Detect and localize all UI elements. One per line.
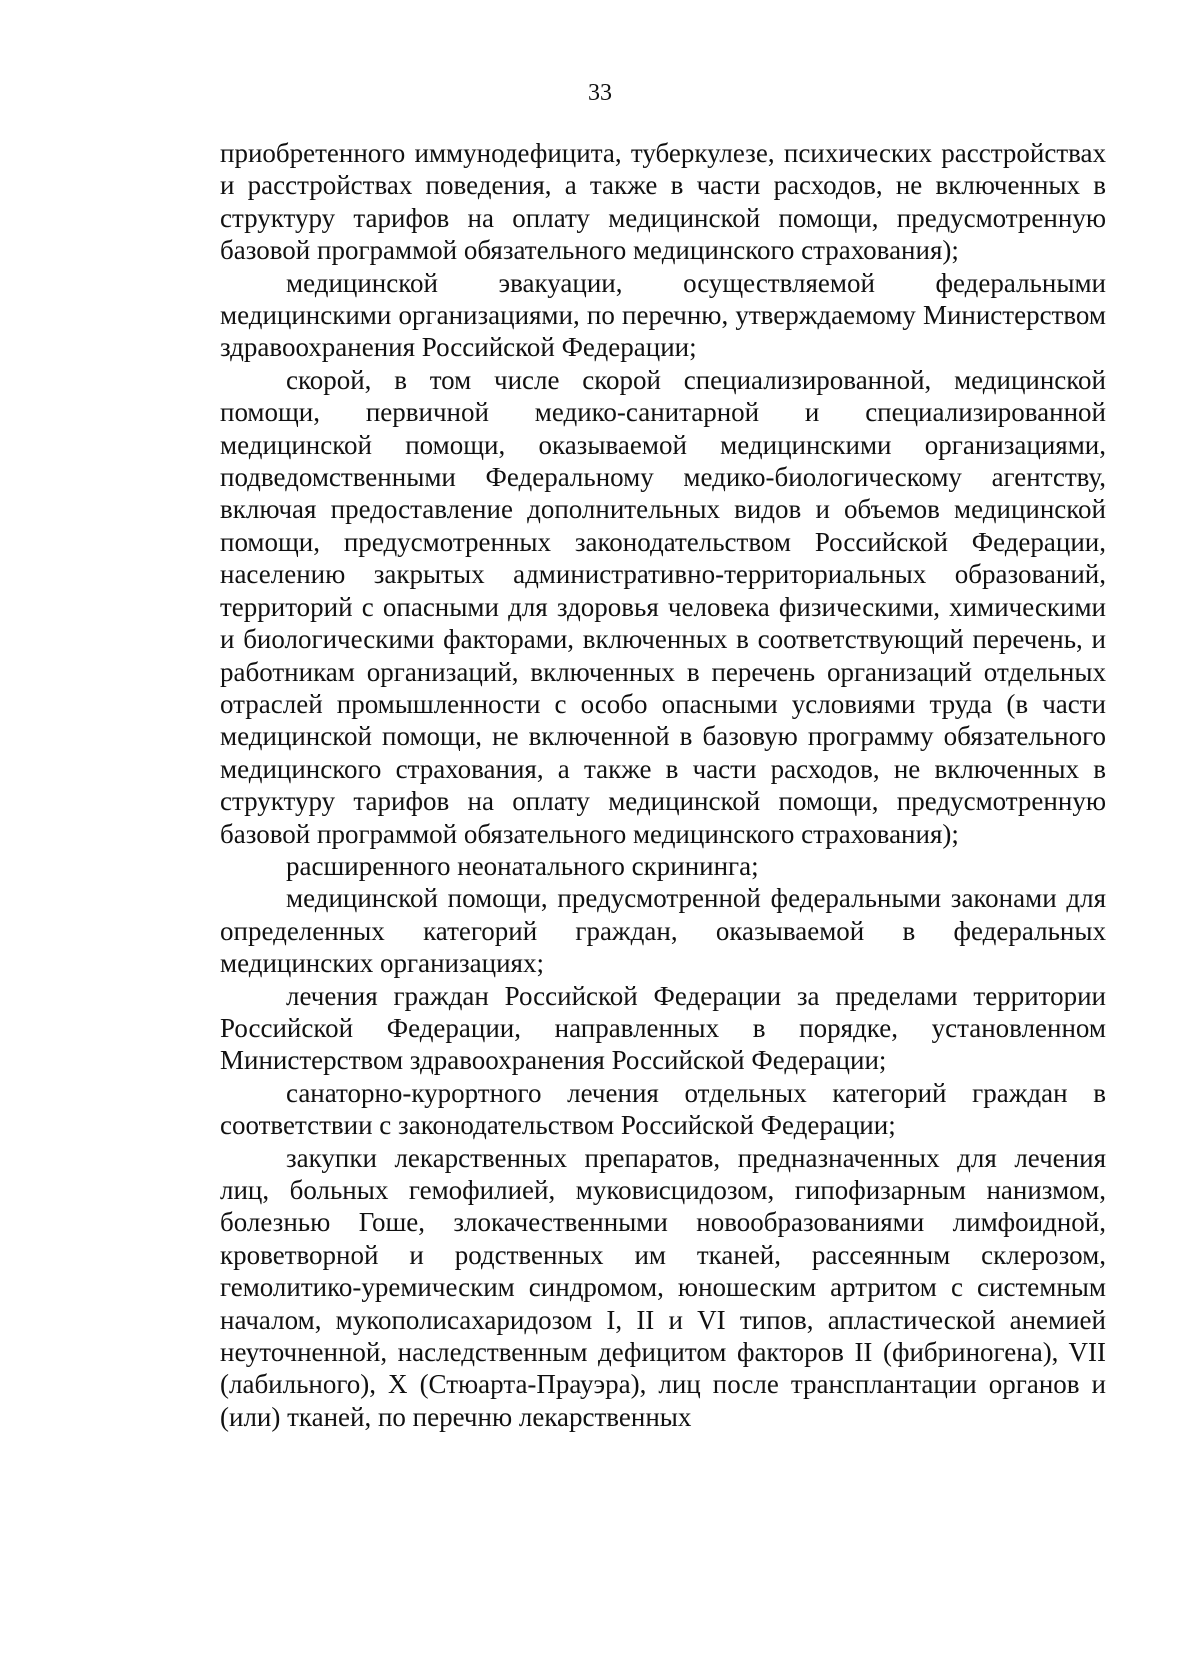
paragraph-sanatorium-treatment: санаторно-курортного лечения отдельных категорий граждан в соответствии с законодательством Российской Федерации;	[220, 1077, 1106, 1141]
paragraph-medical-evacuation: медицинской эвакуации, осуществляемой федеральными медицинскими организациями, по перечню, утверждаемому Министерством здравоохранения Российской Федерации;	[220, 267, 1106, 363]
page-number: 33	[588, 80, 612, 106]
paragraph-drug-procurement: закупки лекарственных препаратов, предназначенных для лечения лиц, больных гемофилией, муковисцидозом, гипофизарным нанизмом, болезнью Гоше, злокачественными новообразованиями лимфоидной, кроветворной и родственных им тканей, рассеянным склерозом, гемолитико-уремическим синдромом, юношеским артритом с системным началом, мукополисахаридозом I, II и VI типов, апластической анемией неуточненной, наследственным дефицитом факторов II (фибриногена), VII (лабильного), X (Стюарта-Прауэра), лиц после трансплантации органов и (или) тканей, по перечню лекарственных	[220, 1142, 1106, 1432]
document-body	[220, 137, 1106, 1433]
paragraph-treatment-abroad: лечения граждан Российской Федерации за пределами территории Российской Федерации, направленных в порядке, установленном Министерством здравоохранения Российской Федерации;	[220, 980, 1106, 1076]
paragraph-immunodeficiency-continuation: приобретенного иммунодефицита, туберкулезе, психических расстройствах и расстройствах поведения, а также в части расходов, не включенных в структуру тарифов на оплату медицинской помощи, предусмотренную базовой программой обязательного медицинского страхования);	[220, 138, 1106, 266]
paragraph-neonatal-screening: расширенного неонатального скрининга;	[286, 850, 759, 881]
paragraph-federal-law-care: медицинской помощи, предусмотренной федеральными законами для определенных категорий граждан, оказываемой в федеральных медицинских организациях;	[220, 883, 1106, 979]
paragraph-emergency-care: скорой, в том числе скорой специализированной, медицинской помощи, первичной медико-санитарной и специализированной медицинской помощи, оказываемой медицинскими организациями, подведомственными Федеральному медико-биологическому агентству, включая предоставление дополнительных видов и объемов медицинской помощи, предусмотренных законодательством Российской Федерации, населению закрытых административно-территориальных образований, территорий с опасными для здоровья человека физическими, химическими и биологическими факторами, включенных в соответствующий перечень, и работникам организаций, включенных в перечень организаций отдельных отраслей промышленности с особо опасными условиями труда (в части медицинской помощи, не включенной в базовую программу обязательного медицинского страхования, а также в части расходов, не включенных в структуру тарифов на оплату медицинской помощи, предусмотренную базовой программой обязательного медицинского страхования);	[220, 364, 1106, 849]
